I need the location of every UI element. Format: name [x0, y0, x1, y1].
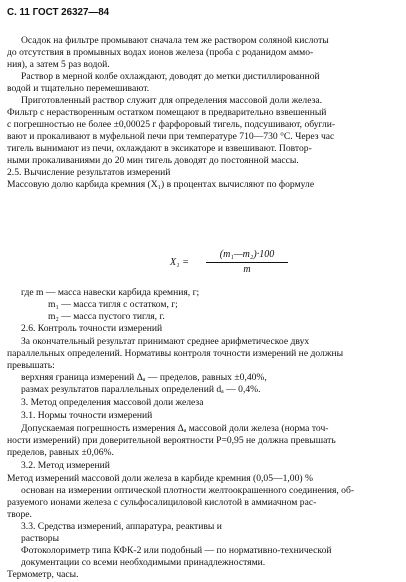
- text-line: пределов, равных ±0,06%.: [7, 447, 114, 458]
- text-line: Осадок на фильтре промывают сначала тем же раствором соляной кислоты: [21, 35, 329, 46]
- text-line: основан на измерении оптической плотности желтоокрашенного соединения, об-: [21, 485, 355, 496]
- text-line: Массовую долю карбида кремния (X₁) в процентах вычисляют по формуле: [7, 179, 315, 190]
- formula-numerator: (m₁—m₂)·100: [219, 249, 275, 260]
- text-line: документации со всеми необходимыми принадлежностями.: [21, 557, 266, 568]
- section-heading: 2.6. Контроль точности измерений: [21, 323, 163, 334]
- text-line: с погрешностью не более ±0,00025 г фарфоровый тигель, подсушивают, обугли-: [7, 119, 336, 130]
- text-line: 3.3. Средства измерений, аппаратура, реактивы и: [21, 521, 222, 532]
- text-line: разуемого ионами железа с сульфосалициловой кислотой в аммиачном рас-: [7, 497, 317, 508]
- text-line: до отсутствия в промывных водах ионов железа (проба с роданидом аммо-: [7, 47, 314, 58]
- text-line: Метод измерений массовой доли железа в карбиде кремния (0,05—1,00) %: [7, 473, 313, 484]
- text-line: Термометр, часы.: [7, 569, 79, 580]
- text-line: m₂ — масса пустого тигля, г.: [48, 311, 165, 322]
- text-line: верхняя граница измерений Δₐ — пределов, равных ±0,40%,: [21, 372, 267, 383]
- text-line: водой и тщательно перемешивают.: [7, 83, 150, 94]
- text-line: За окончательный результат принимают среднее арифметическое двух: [21, 336, 310, 347]
- text-line: вают и прокаливают в муфельной печи при температуре 710—730 °С. Через час: [7, 131, 335, 142]
- text-line: параллельных определений. Нормативы контроля точности измерений не должны: [7, 348, 344, 359]
- text-line: Приготовленный раствор служит для определения массовой доли железа.: [21, 95, 323, 106]
- text-line: Фильтр с нерастворенным остатком помещают в предварительно взвешенный: [7, 107, 327, 118]
- text-line: растворы: [21, 533, 60, 544]
- text-line: Раствор в мерной колбе охлаждают, доводят до метки дистиллированной: [21, 71, 320, 82]
- text-line: ными прокаливаниями до 20 мин тигель доводят до постоянной массы.: [7, 155, 299, 166]
- text-line: Фотоколориметр типа КФК-2 или подобный — по нормативно-технической: [21, 545, 332, 556]
- fraction-bar: [206, 262, 288, 263]
- text-line: m₁ — масса тигля с остатком, г;: [48, 299, 178, 310]
- section-heading: 3. Метод определения массовой доли железа: [21, 397, 204, 408]
- formula-denominator: m: [243, 264, 251, 275]
- formula-lhs: X₁ =: [170, 257, 189, 268]
- section-heading: 3.1. Нормы точности измерений: [21, 410, 153, 421]
- text-line: размах результатов параллельных определений dₐ — 0,4%.: [21, 384, 261, 395]
- text-line: превышать:: [7, 360, 55, 371]
- text-line: где m — масса навески карбида кремния, г;: [21, 287, 200, 298]
- section-heading: 3.2. Метод измерений: [21, 460, 110, 471]
- running-header: С. 11 ГОСТ 26327—84: [7, 7, 110, 18]
- text-line: ния), а затем 5 раз водой.: [7, 59, 110, 70]
- formula: [170, 249, 370, 279]
- text-line: тигель вынимают из печи, охлаждают в эксикаторе и взвешивают. Повтор-: [7, 143, 312, 154]
- text-line: 2.5. Вычисление результатов измерений: [7, 167, 171, 178]
- text-line: ности измерений) при доверительной вероятности P=0,95 не должна превышать: [7, 435, 336, 446]
- text-line: творе.: [7, 509, 32, 520]
- text-line: Допускаемая погрешность измерения Δₐ массовой доли железа (норма точ-: [21, 423, 329, 434]
